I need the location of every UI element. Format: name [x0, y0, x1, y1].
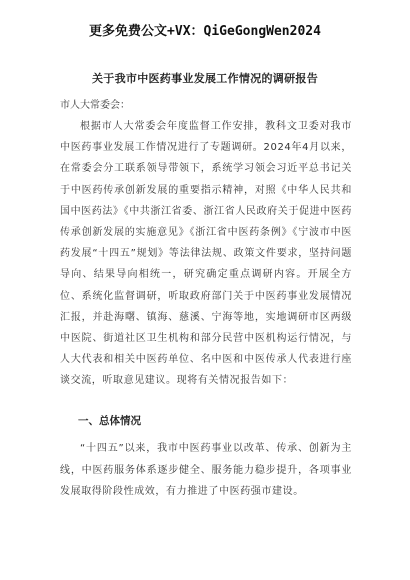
- report-title: 关于我市中医药事业发展工作情况的调研报告: [92, 72, 318, 85]
- section-heading: 一、总体情况: [78, 415, 141, 427]
- promo-banner: 更多免费公文+VX：QiGeGongWen2024: [89, 24, 321, 39]
- intro-paragraph: 根据市人大常委会年度监督工作安排，教科文卫委对我市中医药事业发展工作情况进行了专题调研。2024年4月以来，在常委会分工联系领导带领下，系统学习领会习近平总书记关于中医药传承创新发展的重要指示精神，对照《中华人民共和国中医药法》《中共浙江省委、浙江省人民政府关于促进中医药传承创新发展的实施意见》《浙江省中医药条例》《宁波市中医药发展“十四五”规划》等法律法规、政策文件要求，坚持问题导向、结果导向相统一，研究确定重点调研内容。开展全方位、系统化监督调研，听取政府部门关于中医药事业发展情况汇报，并赴海曙、镇海、慈溪、宁海等地，实地调研市区两级中医院、街道社区卫生机构和部分民营中医机构运行情况，与人大代表和相关中医药单位、名中医和中医传承人代表进行座谈交流，听取意见建议。现将有关情况报告如下：: [60, 121, 352, 387]
- salutation: 市人大常委会：: [60, 100, 130, 111]
- section-paragraph: “十四五”以来，我市中医药事业以改革、传承、创新为主线，中医药服务体系逐步健全、服务能力稳步提升，各项事业发展取得阶段性成效，有力推进了中医药强市建设。: [60, 443, 352, 497]
